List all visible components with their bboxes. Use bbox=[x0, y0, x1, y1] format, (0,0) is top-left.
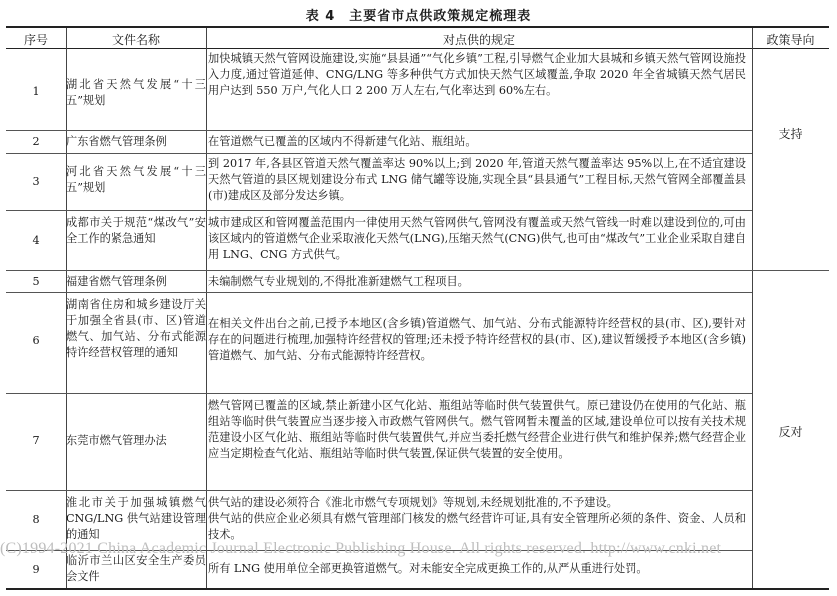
document-name: 湖南省住房和城乡建设厅关于加强全省县(市、区)管道燃气、加气站、分布式能源特许经营权管理的通知 bbox=[66, 298, 206, 359]
row-number: 5 bbox=[32, 275, 40, 288]
table-title: 表 4 主要省市点供政策规定梳理表 bbox=[305, 9, 532, 24]
column-divider bbox=[752, 28, 753, 588]
policy-text: 燃气管网已覆盖的区域,禁止新建小区气化站、瓶组站等临时供气装置供气。原已建设仍在使用的气化站、瓶组站等临时供气装置应当逐步接入市政燃气管网供气。燃气管网暂未覆盖的区域,建设单位可以按有关技术规范建设小区气化站、瓶组站等临时供气装置供气,并应当委托燃气经营企业进行供气和维护保养;燃气经营企业应当定期检查气化站、瓶组站等临时供气装置,保证供气装置的安全使用。 bbox=[208, 399, 746, 460]
row-number: 1 bbox=[32, 85, 40, 98]
row-divider bbox=[6, 130, 752, 131]
document-name: 淮北市关于加强城镇燃气 CNG/LNG 供气站建设管理的通知 bbox=[66, 496, 206, 541]
row-number: 4 bbox=[32, 234, 40, 247]
row-number: 8 bbox=[32, 513, 40, 526]
policy-text: 供气站的建设必须符合《淮北市燃气专项规划》等规划,未经规划批准的,不予建设。 供气站的供应企业必须具有燃气管理部门核发的燃气经营许可证,具有安全管理所必须的条件、资金、人员和技术。 bbox=[208, 496, 746, 541]
top-rule bbox=[6, 26, 829, 28]
orientation-oppose: 反对 bbox=[778, 425, 803, 439]
row-divider bbox=[6, 210, 752, 211]
header-rule-text: 对点供的规定 bbox=[442, 33, 515, 47]
policy-text: 城市建成区和管网覆盖范围内一律使用天然气管网供气,管网没有覆盖或天然气管线一时难以建设到位的,可由该区域内的管道燃气企业采取液化天然气(LNG),压缩天然气(CNG)供气,也可由“煤改气”工业企业采取自建自用 LNG、CNG 方式供气。 bbox=[208, 216, 746, 261]
policy-text: 在相关文件出台之前,已授予本地区(含乡镇)管道燃气、加气站、分布式能源特许经营权的县(市、区),要针对存在的问题进行梳理,加强特许经营权的管理;还未授予特许经营权的县(市、区),建议暂缓授予本地区(含乡镇)管道燃气、加气站、分布式能源特许经营权。 bbox=[208, 317, 746, 362]
document-name: 广东省燃气管理条例 bbox=[66, 135, 167, 148]
policy-text: 未编制燃气专业规划的,不得批准新建燃气工程项目。 bbox=[208, 275, 469, 288]
header-no: 序号 bbox=[23, 33, 48, 47]
row-number: 7 bbox=[32, 434, 40, 447]
document-name: 东莞市燃气管理办法 bbox=[66, 434, 167, 447]
document-name: 湖北省天然气发展“十三五”规划 bbox=[66, 78, 206, 107]
row-number: 6 bbox=[32, 334, 40, 347]
policy-text: 加快城镇天然气管网设施建设,实施“县县通”“气化乡镇”工程,引导燃气企业加大县城和乡镇天然气管网设施投入力度,通过管道延伸、CNG/LNG 等多种供气方式加快天然气区域覆盖,争取 2020 年全省城镇天然气居民用户达到 550 万户,气化人口 2 200 万人左右,气化率达到 60%左右。 bbox=[208, 52, 746, 97]
document-name: 临沂市兰山区安全生产委员会文件 bbox=[66, 554, 206, 583]
row-number: 9 bbox=[32, 563, 40, 576]
policy-text: 到 2017 年,各县区管道天然气覆盖率达 90%以上;到 2020 年,管道天然气覆盖率达 95%以上,在不适宜建设天然气管道的县区规划建设分布式 LNG 储气罐等设施,实现全县“县县通气”工程目标,天然气管网全部覆盖县(市)建成区及部分发达乡镇。 bbox=[208, 157, 746, 202]
row-divider bbox=[6, 393, 752, 394]
row-number: 3 bbox=[32, 175, 40, 188]
row-number: 2 bbox=[32, 135, 40, 148]
row-divider bbox=[6, 153, 752, 154]
document-name: 福建省燃气管理条例 bbox=[66, 275, 167, 288]
copyright-watermark: (C)1994-2021 China Academic Journal Electronic Publishing House. All rights reserved. http://www.cnki.net bbox=[0, 540, 722, 557]
document-name: 成都市关于规范“煤改气”安全工作的紧急通知 bbox=[66, 216, 206, 245]
row-divider bbox=[6, 270, 829, 271]
header-orientation: 政策导向 bbox=[766, 33, 815, 47]
policy-text: 所有 LNG 使用单位全部更换管道燃气。对未能安全完成更换工作的,从严从重进行处罚。 bbox=[208, 562, 648, 575]
policy-text: 在管道燃气已覆盖的区域内不得新建气化站、瓶组站。 bbox=[208, 135, 477, 148]
orientation-support: 支持 bbox=[778, 127, 803, 141]
header-rule bbox=[6, 48, 829, 49]
row-divider bbox=[6, 490, 752, 491]
document-name: 河北省天然气发展“十三五”规划 bbox=[66, 165, 206, 194]
row-divider bbox=[6, 292, 752, 293]
bottom-rule bbox=[6, 588, 829, 590]
header-name: 文件名称 bbox=[111, 33, 160, 47]
column-divider bbox=[206, 28, 207, 588]
